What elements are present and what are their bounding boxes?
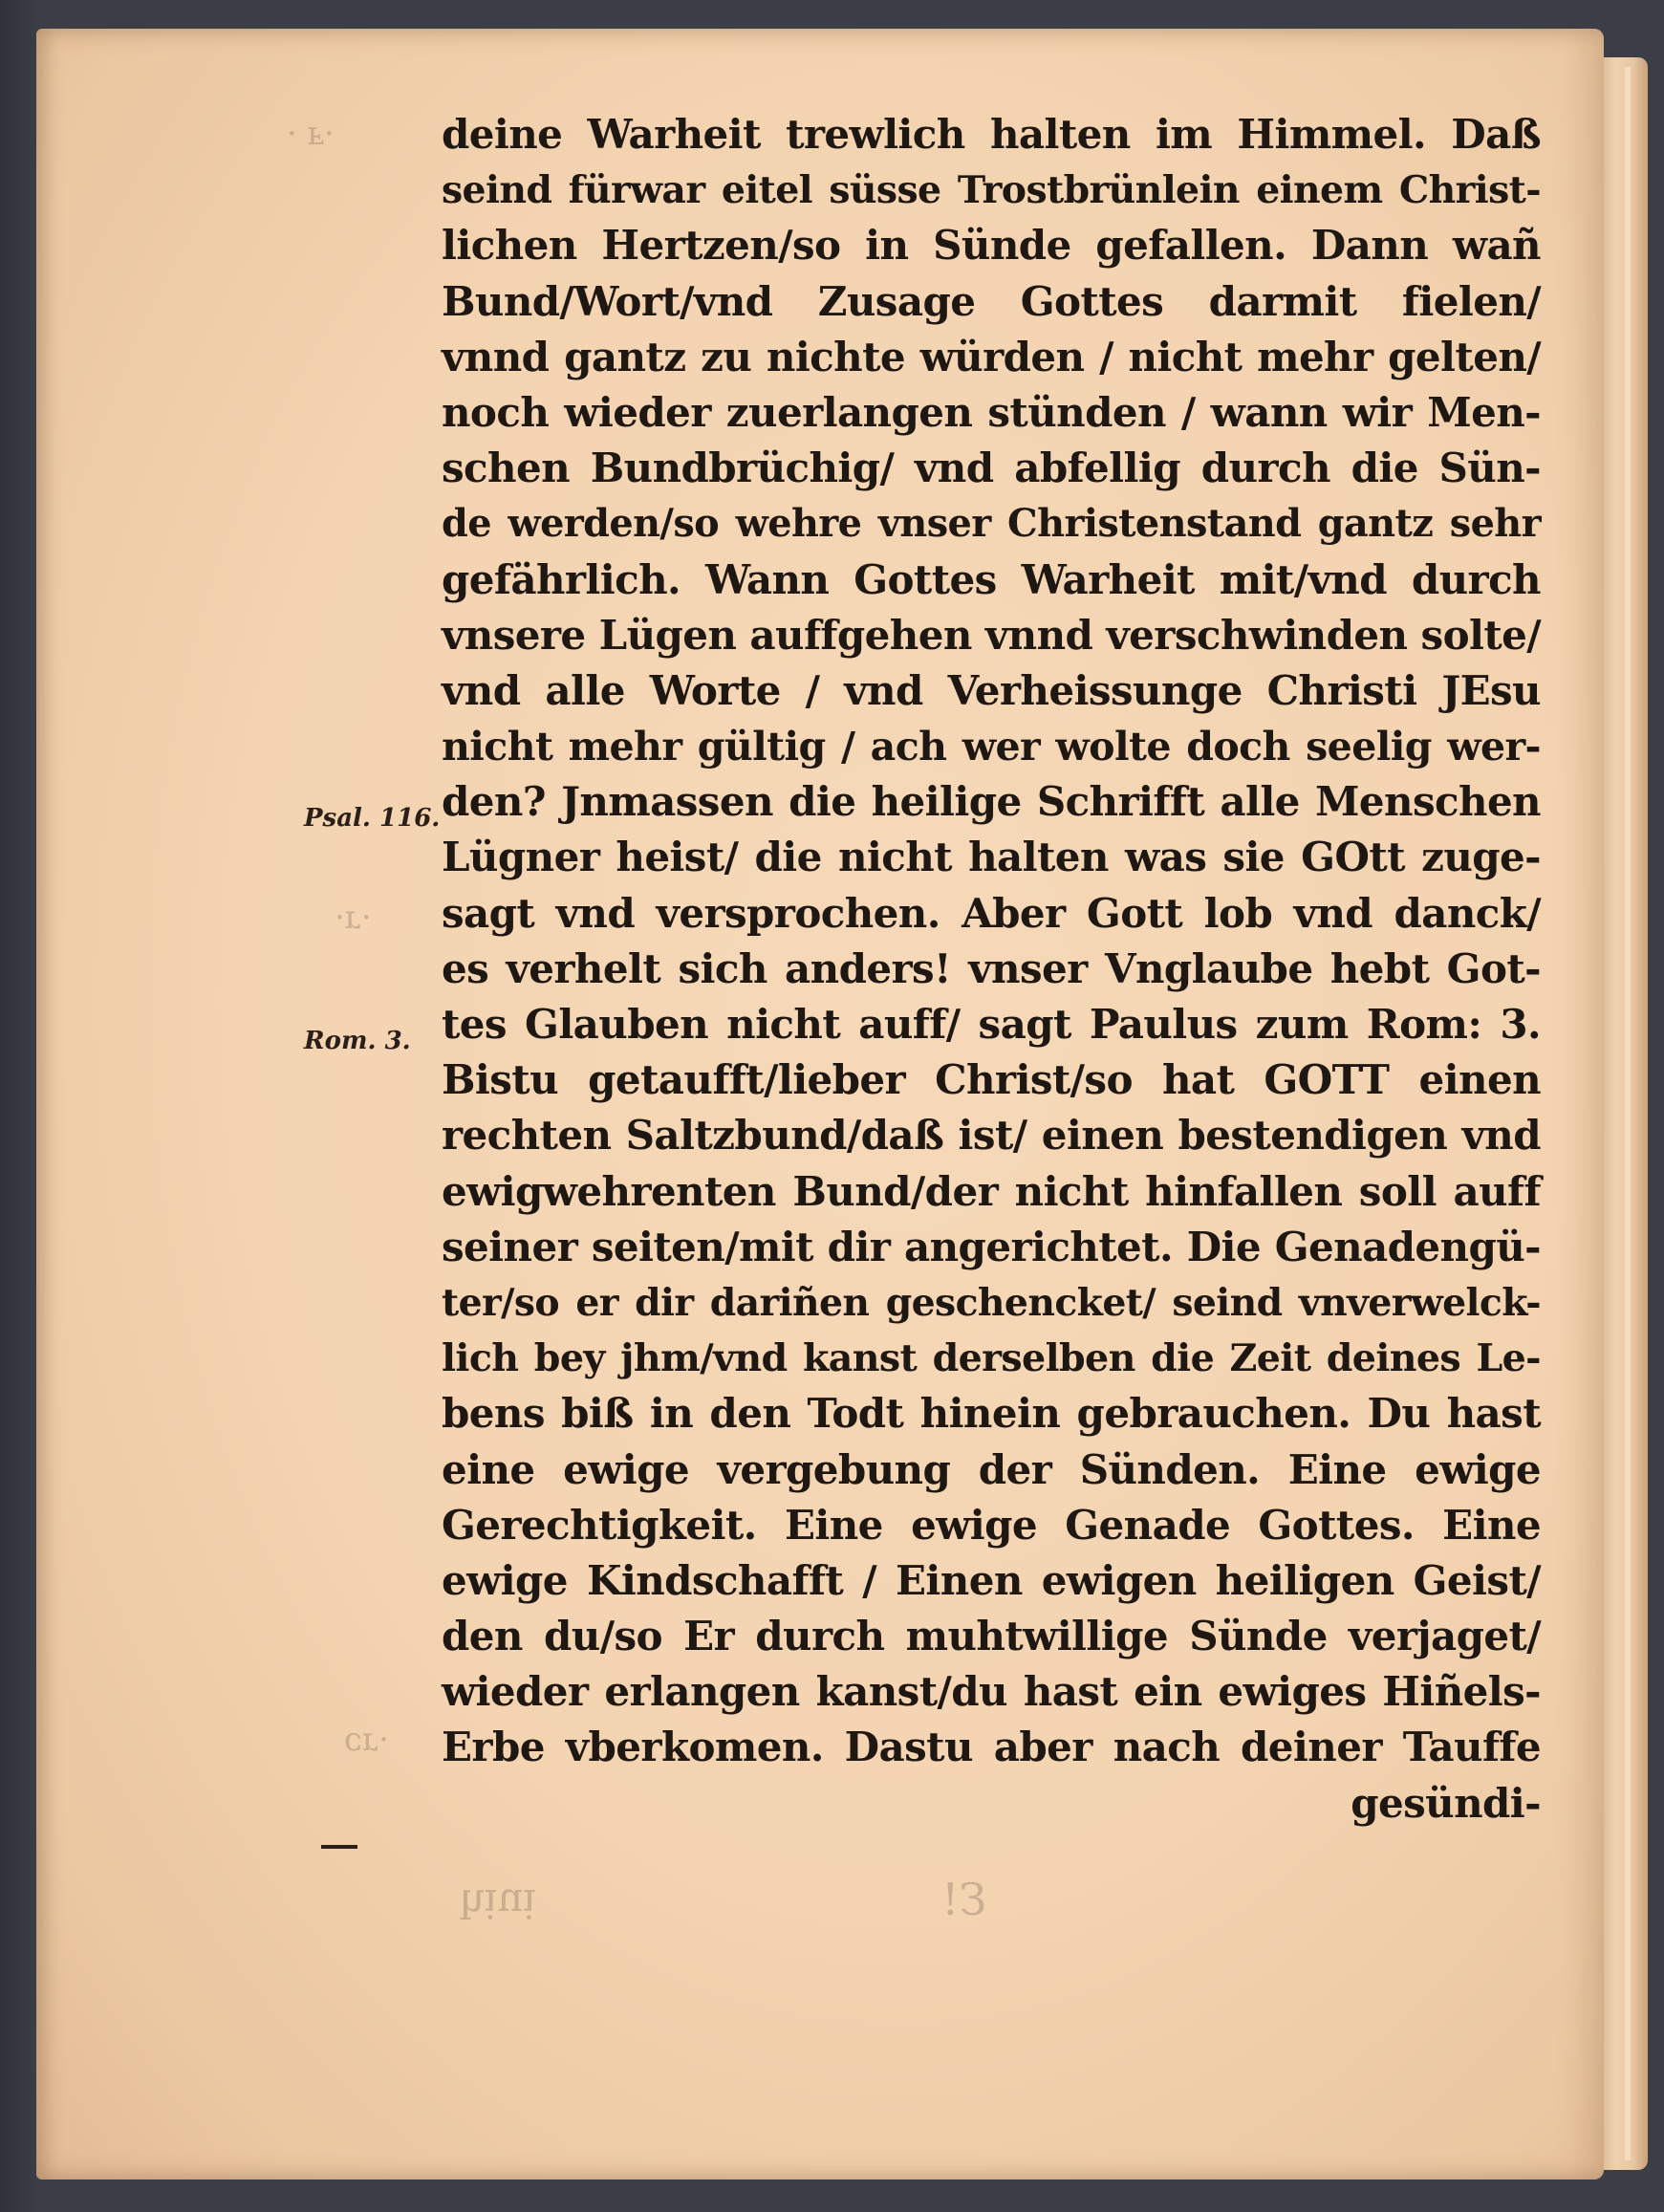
text-line: vnsere Lügen auffgehen vnnd verschwinden solte/ bbox=[442, 611, 1541, 659]
text-line: wieder erlangen kanst/du hast ein ewiges Hiñels- bbox=[442, 1668, 1541, 1716]
bleed-through-mark: ᴉnᴉɥ bbox=[459, 1874, 536, 1920]
margin-note-romans: Rom. 3. bbox=[304, 1027, 411, 1055]
text-line: ewige Kindschafft / Einen ewigen heiligen Geist/ bbox=[442, 1556, 1541, 1604]
text-line: rechten Saltzbund/daß ist/ einen bestendigen vnd bbox=[442, 1112, 1541, 1160]
margin-dash-mark bbox=[321, 1845, 357, 1849]
bleed-through-mark: ·ⅎ · bbox=[287, 115, 335, 153]
text-line: bens biß in den Todt hinein gebrauchen. Du hast bbox=[442, 1390, 1541, 1438]
text-line: seiner seiten/mit dir angerichtet. Die Genadengü- bbox=[442, 1223, 1541, 1270]
bleed-through-mark: Ɛ! bbox=[941, 1874, 987, 1925]
text-line: den? Jnmassen die heilige Schrifft alle Menschen bbox=[442, 778, 1541, 826]
bleed-through-mark: ·ɹ· bbox=[335, 899, 372, 937]
text-line: nicht mehr gültig / ach wer wolte doch seelig wer- bbox=[442, 723, 1541, 770]
text-line: vnnd gantz zu nichte würden / nicht mehr gelten/ bbox=[442, 333, 1541, 380]
text-line: vnd alle Worte / vnd Verheissunge Christi JEsu bbox=[442, 666, 1541, 714]
text-line: noch wieder zuerlangen stünden / wann wir Men- bbox=[442, 388, 1541, 436]
text-line: seind fürwar eitel süsse Trostbrünlein einem Christ- bbox=[442, 168, 1541, 213]
text-line: schen Bundbrüchig/ vnd abfellig durch die Sün- bbox=[442, 445, 1541, 492]
text-line: de werden/so wehre vnser Christenstand gantz sehr bbox=[442, 502, 1541, 547]
text-line: lich bey jhm/vnd kanst derselben die Zeit deines Le- bbox=[442, 1336, 1541, 1381]
text-line: Bund/Wort/vnd Zusage Gottes darmit fielen/ bbox=[442, 277, 1541, 325]
text-line: es verhelt sich anders! vnser Vnglaube hebt Got- bbox=[442, 944, 1541, 992]
page-edge-right bbox=[1598, 57, 1648, 2170]
text-line: ewigwehrenten Bund/der nicht hinfallen soll auff bbox=[442, 1167, 1541, 1215]
text-line: Lügner heist/ die nicht halten was sie GOtt zuge- bbox=[442, 834, 1541, 881]
text-line: ter/so er dir dariñen geschencket/ seind vnverwelck- bbox=[442, 1280, 1541, 1325]
catchword: gesündi- bbox=[1351, 1779, 1541, 1827]
page-edge-highlight bbox=[1625, 67, 1631, 2160]
body-text bbox=[442, 107, 1541, 1832]
text-line: deine Warheit trewlich halten im Himmel. Daß bbox=[442, 111, 1541, 158]
text-line: tes Glauben nicht auff/ sagt Paulus zum Rom: 3. bbox=[442, 1001, 1541, 1048]
text-line: Erbe vberkomen. Dastu aber nach deiner Tauffe bbox=[442, 1724, 1541, 1771]
margin-note-psalm: Psal. 116. bbox=[304, 804, 441, 833]
text-line: gefährlich. Wann Gottes Warheit mit/vnd durch bbox=[442, 555, 1541, 603]
text-line: lichen Hertzen/so in Sünde gefallen. Dann wañ bbox=[442, 222, 1541, 270]
text-line: eine ewige vergebung der Sünden. Eine ewige bbox=[442, 1445, 1541, 1493]
text-line: sagt vnd versprochen. Aber Gott lob vnd danck/ bbox=[442, 889, 1541, 937]
bleed-through-mark: ·ɹɔ bbox=[344, 1721, 389, 1759]
text-line: Gerechtigkeit. Eine ewige Genade Gottes. Eine bbox=[442, 1501, 1541, 1549]
text-line: den du/so Er durch muhtwillige Sünde verjaget/ bbox=[442, 1613, 1541, 1660]
text-line: Bistu getaufft/lieber Christ/so hat GOTT einen bbox=[442, 1056, 1541, 1104]
